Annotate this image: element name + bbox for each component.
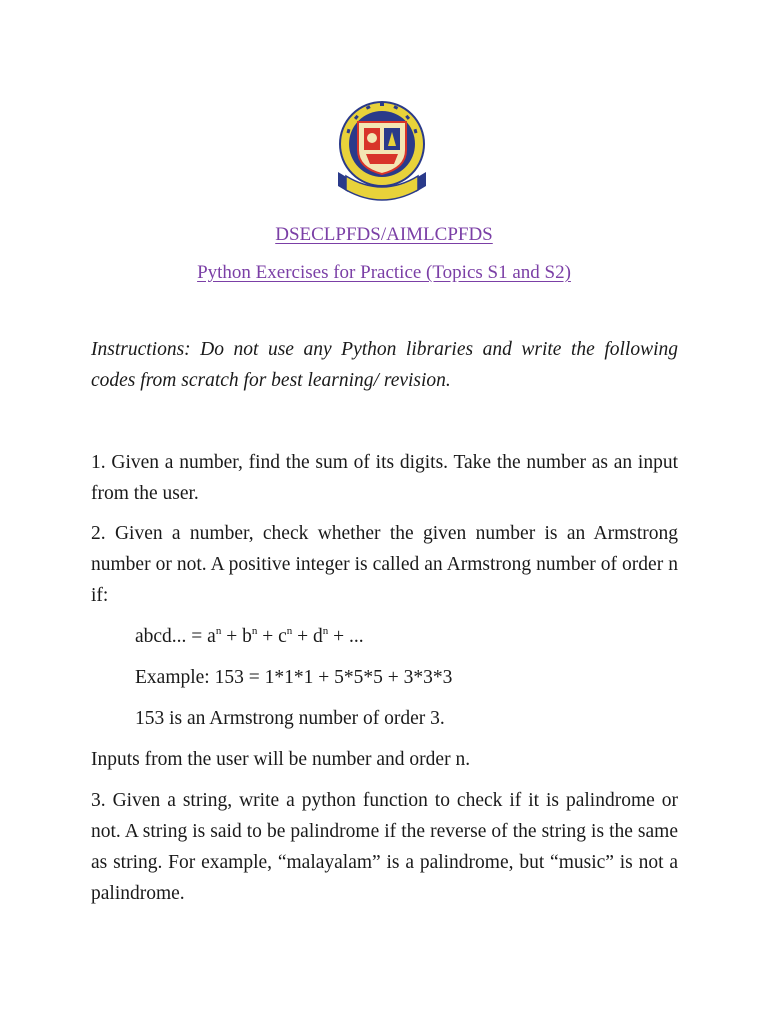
document-subtitle[interactable]: Python Exercises for Practice (Topics S1 and S2) [197, 262, 571, 283]
armstrong-example-note: 153 is an Armstrong number of order 3. [135, 708, 445, 729]
formula-exp-b: n [251, 625, 258, 637]
course-code[interactable]: DSECLPFDS/AIMLCPFDS [275, 224, 493, 245]
inputs-note: Inputs from the user will be number and order n. [91, 749, 471, 770]
formula-d: + d [292, 626, 323, 647]
exercise-2: 2. Given a number, check whether the given number is an Armstrong number or not. A positive integer is called an Armstrong number of order n if: [91, 523, 678, 606]
armstrong-example: Example: 153 = 1*1*1 + 5*5*5 + 3*3*3 [135, 667, 453, 688]
formula-c: + c [257, 626, 287, 647]
armstrong-formula [135, 621, 364, 652]
exercise-3: 3. Given a string, write a python function to check if it is palindrome or not. A string is said to be palindrome if the reverse of the string is the same as string. For example, “malayalam” is a palindrome, but “music” is not a palindrome. [91, 790, 678, 904]
formula-exp-d: n [322, 625, 329, 637]
exercise-1: 1. Given a number, find the sum of its digits. Take the number as an input from the user. [91, 452, 678, 504]
formula-b: + b [221, 626, 252, 647]
institute-crest-icon [334, 98, 430, 202]
formula-suffix: + ... [328, 626, 364, 647]
formula-exp-c: n [286, 625, 293, 637]
formula-exp-a: n [215, 625, 222, 637]
instructions-paragraph: Instructions: Do not use any Python libraries and write the following codes from scratch for best learning/ revision. [91, 339, 678, 391]
formula-a: abcd... = a [135, 626, 216, 647]
